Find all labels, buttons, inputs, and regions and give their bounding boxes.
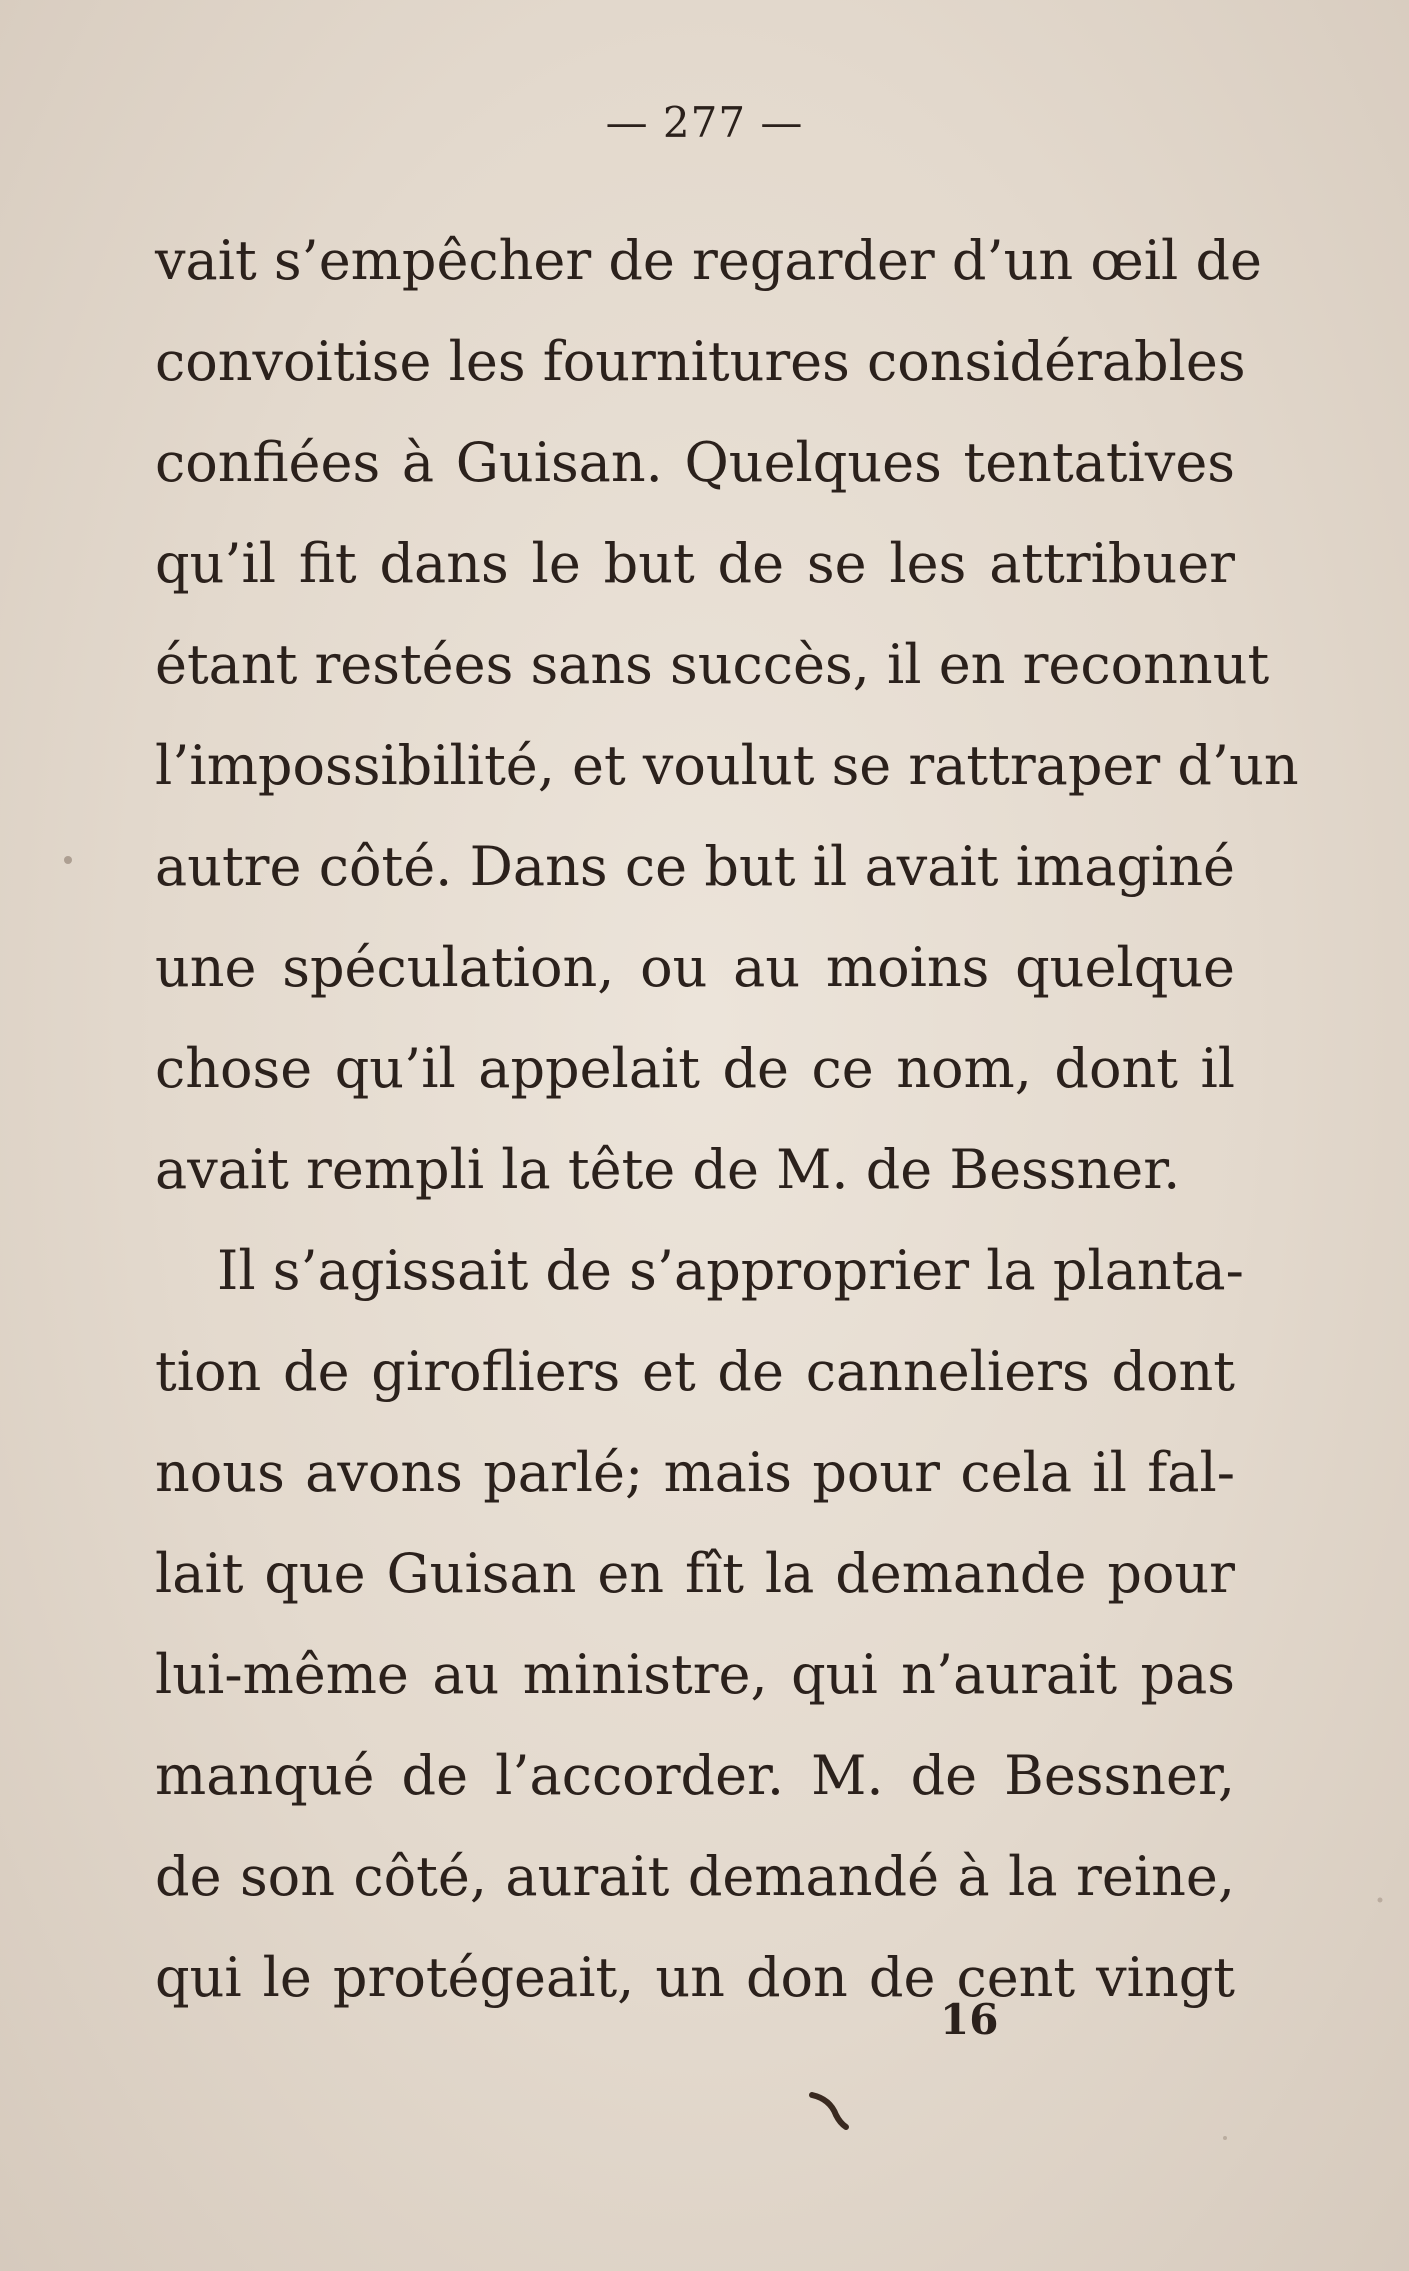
- text-line: nous avons parlé; mais pour cela il fal-: [155, 1441, 1235, 1504]
- text-line: avait rempli la tête de M. de Bessner.: [155, 1138, 1181, 1201]
- text-line: convoitise les fournitures considérables: [155, 330, 1246, 393]
- text-line: qu’il fit dans le but de se les attribuer: [155, 532, 1235, 595]
- text-line: une spéculation, ou au moins quelque: [155, 936, 1235, 999]
- text-line: tion de girofliers et de canneliers dont: [155, 1340, 1235, 1403]
- text-line: lui-même au ministre, qui n’aurait pas: [155, 1643, 1235, 1706]
- text-line: confiées à Guisan. Quelques tentatives: [155, 431, 1235, 494]
- text-line: qui le protégeait, un don de cent vingt: [155, 1946, 1235, 2009]
- text-line: manqué de l’accorder. M. de Bessner,: [155, 1744, 1235, 1807]
- text-line: vait s’empêcher de regarder d’un œil de: [155, 229, 1262, 292]
- page-number: — 277 —: [605, 98, 804, 147]
- text-line: chose qu’il appelait de ce nom, dont il: [155, 1037, 1235, 1100]
- text-line: l’impossibilité, et voulut se rattraper d’un: [155, 734, 1299, 797]
- text-line: étant restées sans succès, il en reconnut: [155, 633, 1270, 696]
- text-line: autre côté. Dans ce but il avait imaginé: [155, 835, 1235, 898]
- text-line: lait que Guisan en fît la demande pour: [155, 1542, 1235, 1605]
- text-line: Il s’agissait de s’approprier la planta-: [217, 1239, 1244, 1302]
- body-text: [155, 210, 1299, 2028]
- signature-mark: 16: [940, 1995, 999, 2044]
- text-line: de son côté, aurait demandé à la reine,: [155, 1845, 1235, 1908]
